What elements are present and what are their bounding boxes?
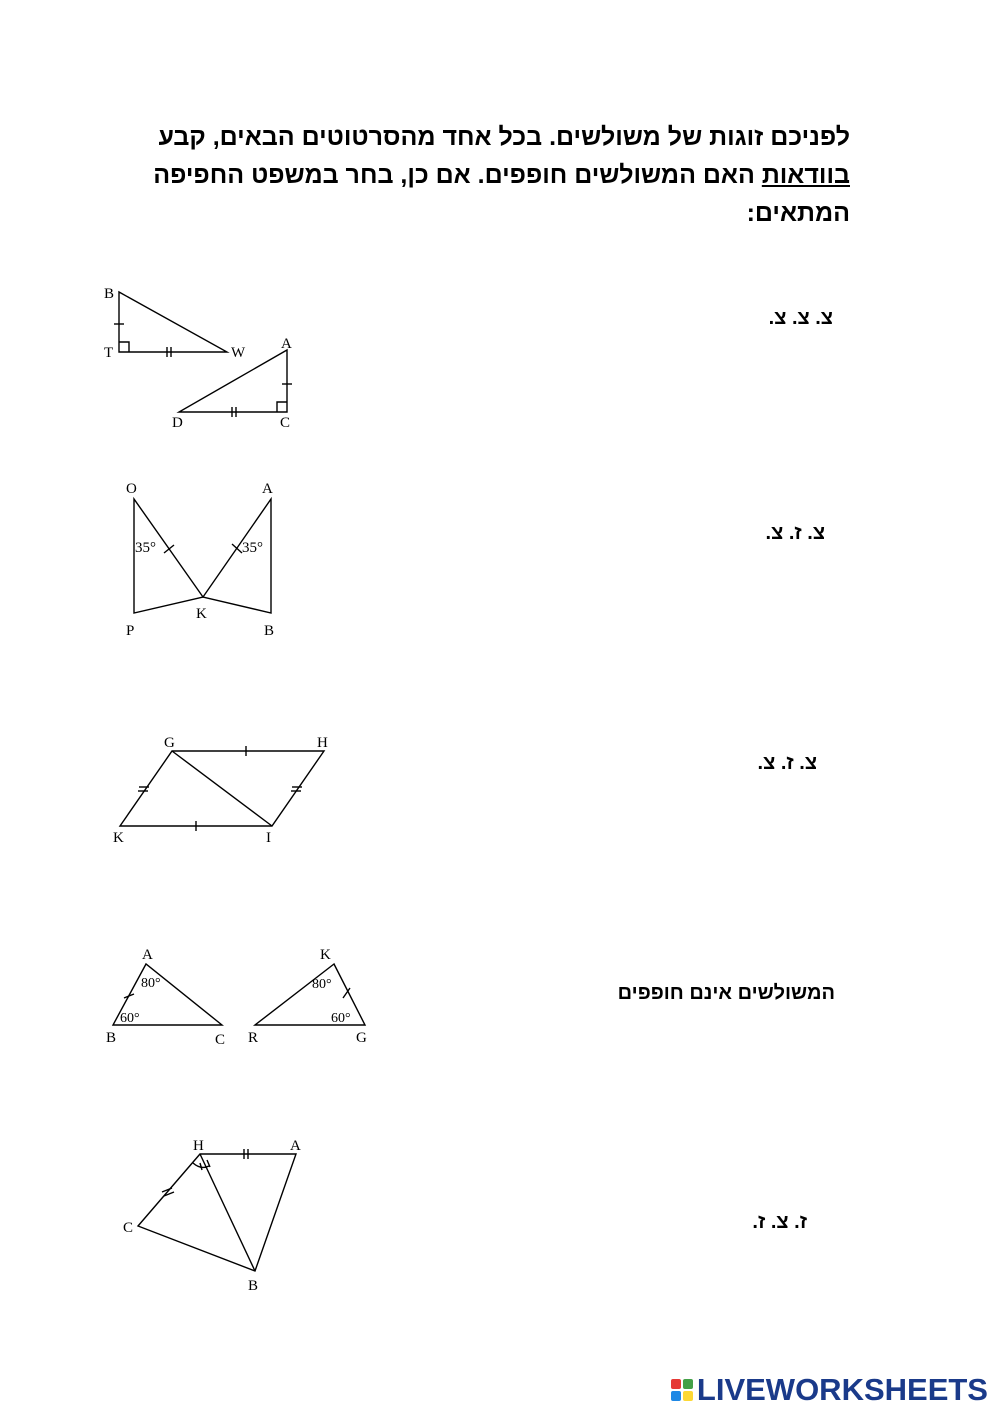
logo-mark-icon	[671, 1379, 693, 1401]
triangle-opk	[134, 499, 203, 613]
instructions-line-2	[150, 156, 850, 194]
figure-3-parallelogram	[105, 730, 345, 850]
tick-ak	[232, 544, 242, 553]
answer-4: המשולשים אינם חופפים	[617, 982, 835, 1004]
figure-5-quadrilateral	[115, 1130, 315, 1295]
diagonal-gi	[172, 751, 272, 826]
angle-tick-h-1	[200, 1163, 202, 1170]
label-a: A	[290, 1138, 301, 1154]
label-h: H	[317, 735, 328, 751]
label-i: I	[266, 830, 271, 846]
label-c: C	[215, 1032, 226, 1048]
angle-o-label: 35°	[135, 540, 156, 556]
figure-2-bowtie-triangles	[115, 475, 295, 640]
label-p: P	[126, 623, 135, 639]
label-a: A	[142, 947, 153, 963]
quadrilateral-chab	[138, 1154, 296, 1271]
right-angle-mark-t	[119, 342, 129, 352]
label-o: O	[126, 481, 137, 497]
label-a: A	[281, 336, 292, 352]
angle-a-label: 35°	[242, 540, 263, 556]
instructions-line-3: המתאים:	[746, 199, 850, 227]
tick-ok	[164, 545, 174, 553]
instructions-text	[150, 118, 850, 232]
triangle-btw	[119, 292, 227, 352]
angle-k-label: 80°	[312, 977, 332, 992]
angle-g-label: 60°	[331, 1011, 351, 1026]
label-h: H	[193, 1138, 204, 1154]
label-c: C	[280, 415, 291, 431]
answer-2: צ. ז. צ.	[765, 522, 825, 544]
label-k: K	[113, 830, 124, 846]
instructions-line-2-rest: האם המשולשים חופפים. אם כן, בחר במשפט החפיפה	[153, 161, 762, 189]
emphasis-word: בוודאות	[761, 161, 850, 189]
label-b: B	[104, 286, 115, 302]
label-c: C	[123, 1220, 134, 1236]
label-t: T	[104, 345, 114, 361]
label-b: B	[106, 1030, 117, 1046]
label-k: K	[196, 606, 207, 622]
label-k: K	[320, 947, 331, 963]
answer-5: ז. צ. ז.	[752, 1211, 807, 1233]
right-angle-mark-c	[277, 402, 287, 412]
liveworksheets-logo	[671, 1374, 988, 1406]
instructions-line-1: לפניכם זוגות של משולשים. בכל אחד מהסרטוטים הבאים, קבע	[158, 123, 850, 151]
label-g: G	[164, 735, 175, 751]
label-b: B	[248, 1278, 259, 1294]
figure-1-right-triangles	[95, 278, 315, 438]
angle-a-label: 80°	[141, 976, 161, 991]
label-a: A	[262, 481, 273, 497]
logo-text: LIVEWORKSHEETS	[696, 1372, 988, 1407]
label-r: R	[248, 1030, 259, 1046]
label-d: D	[172, 415, 183, 431]
figure-4-two-triangles	[100, 940, 380, 1050]
label-g: G	[356, 1030, 367, 1046]
answer-1: צ. צ. צ.	[768, 307, 833, 329]
angle-b-label: 60°	[120, 1011, 140, 1026]
triangle-abk	[203, 499, 271, 613]
label-b: B	[264, 623, 275, 639]
label-w: W	[231, 345, 246, 361]
answer-3: צ. ז. צ.	[757, 752, 817, 774]
